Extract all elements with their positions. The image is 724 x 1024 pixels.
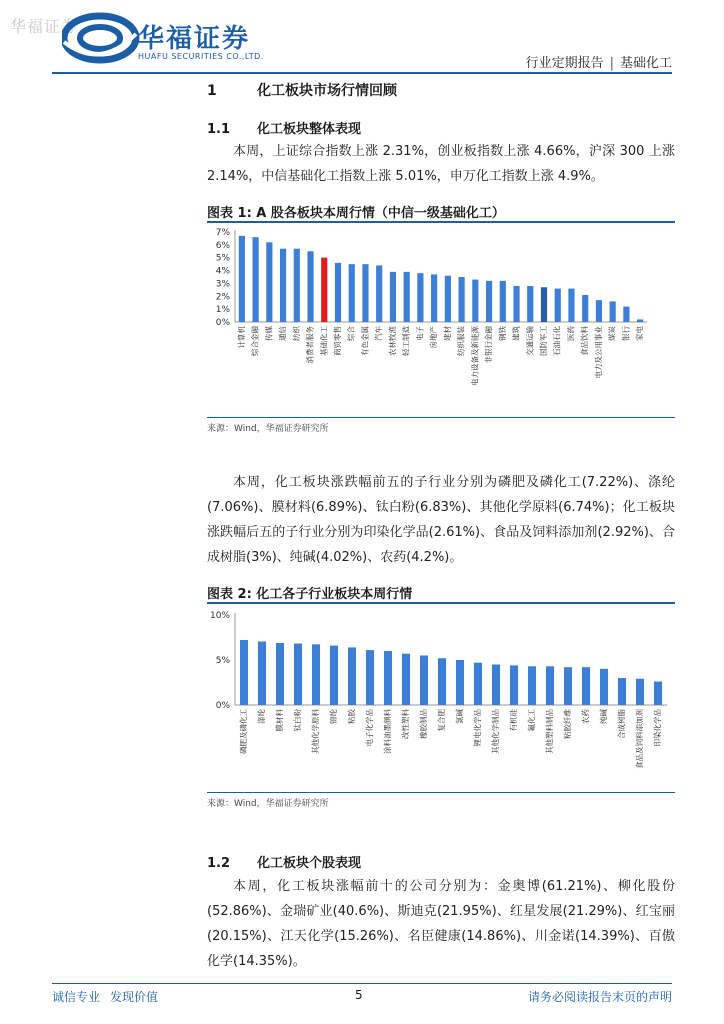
category-label: 锦纶 [329,709,338,724]
figure-2-bottom-rule [207,792,675,793]
section-1-heading [207,80,397,100]
section-number: 1.1 [207,122,231,137]
bar [623,307,629,322]
category-label: 农林牧渔 [387,326,397,356]
category-label: 合成树脂 [617,709,626,739]
category-label: 其他化学原料 [311,709,320,754]
bar [459,277,465,322]
y-tick-label: 5% [215,656,230,666]
y-tick-label: 7% [215,228,230,238]
figure-2-top-rule [207,602,675,604]
category-label: 其他塑料制品 [545,709,554,754]
section-1-1-heading [207,118,361,137]
category-label: 非银行金融 [484,326,494,364]
category-label: 涂料油墨颜料 [383,709,392,754]
category-label: 建筑 [511,326,521,341]
bar [486,281,492,322]
section-number: 1.2 [207,856,231,871]
category-label: 综合金融 [250,326,260,356]
category-label: 纺织服装 [456,326,466,356]
bar [582,667,590,705]
y-tick-label: 6% [215,240,230,251]
figure-1-chart [207,224,675,414]
category-label: 石油石化 [552,326,562,356]
bar [492,665,500,706]
bar [541,287,547,322]
bar [582,295,588,322]
bar [636,679,644,705]
category-label: 房地产 [429,326,439,349]
category-label: 电力及公用事业 [593,326,603,379]
bar [239,236,245,322]
subindustry-paragraph: 本周，化工板块涨跌幅前五的子行业分别为磷肥及磷化工(7.22%)、涤纶(7.06%)、膜材料(6.89%)、钛白粉(6.83%)、其他化学原料(6.74%)；化工板块涨跌幅后五的子行业分别为印染化学品(2.61%)、食品及饲料添加剂(2.92%)、合成树脂(3%)、纯碱(4.02%)、农药(4.2%)。 [207,475,675,565]
bar [546,666,554,705]
y-tick-label: 0% [215,701,230,711]
bar [610,301,616,322]
category-label: 通信 [278,326,288,341]
bar [513,286,519,322]
figure-1-top-rule [207,221,675,223]
y-tick-label: 4% [215,266,230,277]
category-label: 轻工制造 [401,326,411,356]
category-label: 计算机 [236,326,246,349]
bar [472,280,478,322]
bar [307,251,313,322]
category-label: 有机硅 [509,709,518,732]
page-number: 5 [355,988,363,1002]
bar [294,644,302,705]
y-tick-label: 5% [215,253,230,264]
section-title: 化工板块个股表现 [257,856,362,871]
section-title: 化工板块市场行情回顾 [257,83,397,99]
bar [240,640,248,705]
bar [618,678,626,705]
figure-2-title: 图表 2: 化工各子行业板块本周行情 [207,587,413,602]
bar [253,237,259,322]
bar [600,669,608,705]
watermark: 华福证券 [10,17,79,36]
bar [280,249,286,322]
bar [637,319,643,322]
company-name-cn: 华福证券 [138,24,251,54]
footer-motto [52,988,158,1005]
category-label: 电子化学品 [365,709,374,747]
category-label: 医药 [566,326,576,341]
category-label: 消费者服务 [305,326,315,364]
bar [362,264,368,322]
bar [312,644,320,705]
bar [568,289,574,322]
bar [376,265,382,322]
bar [390,272,396,322]
bar [527,286,533,322]
bar [445,276,451,322]
bar [596,300,602,322]
category-label: 国防军工 [539,326,548,356]
category-label: 家电 [635,326,645,341]
category-label: 基础化工 [319,326,329,356]
bar [555,289,561,322]
header-separator: | [609,56,614,71]
category-label: 交通运输 [525,326,535,356]
company-name-en: HUAFU SECURITIES CO.,LTD. [138,52,264,61]
motto-2: 发现价值 [110,990,159,1004]
category-label: 锂电化学品 [473,709,482,747]
bar [402,654,410,705]
section-title: 化工板块整体表现 [257,122,362,137]
bar [528,666,536,705]
figure-2-source: 来源：Wind，华福证券研究所 [207,799,329,809]
category-label: 磷肥及磷化工 [239,709,248,754]
y-tick-label: 0% [215,318,230,328]
category-label: 其他化学制品 [491,709,500,754]
motto-1: 诚信专业 [52,990,101,1004]
bar [417,273,423,322]
top-stocks-paragraph: 本周，化工板块涨幅前十的公司分别为：金奥博(61.21%)、柳化股份(52.86%)、金瑞矿业(40.6%)、斯迪克(21.95%)、红星发展(21.29%)、红宝丽(20.15%)、江天化学(15.26%)、名臣健康(14.86%)、川金诺(14.39%)、百傲化学(14.35%)。 [207,879,675,969]
category-label: 纺织 [291,326,301,341]
bar [404,272,410,322]
category-label: 膜材料 [275,709,284,732]
market-summary-paragraph: 本周，上证综合指数上涨 2.31%，创业板指数上涨 4.66%，沪深 300 上涨 2.14%，中信基础化工指数上涨 5.01%，申万化工指数上涨 4.9%。 [207,144,675,184]
footer-divider [52,983,672,984]
category-label: 商贸零售 [333,326,342,356]
bar [431,274,437,322]
industry-name: 基础化工 [619,56,672,71]
report-type: 行业定期报告 [525,56,604,71]
category-label: 氯碱 [455,709,464,724]
bar [366,650,374,705]
category-label: 电力设备及新能源 [470,326,480,386]
category-label: 印染化学品 [653,709,662,747]
category-label: 建材 [442,326,452,341]
bar [500,281,506,322]
category-label: 钛白粉 [293,709,302,732]
bar [474,663,482,705]
category-label: 改性塑料 [401,709,410,739]
bar [420,656,428,706]
section-1-2-heading [207,852,361,871]
figure-2-chart [207,605,675,790]
category-label: 粘胶 [347,709,356,724]
bar [654,682,662,705]
bar [276,643,284,705]
bar [456,660,464,705]
category-label: 有色金属 [360,326,370,356]
category-label: 橡胶制品 [419,709,428,739]
y-tick-label: 2% [215,292,230,303]
category-label: 食品及饲料添加剂 [635,709,644,769]
bar [348,647,356,705]
bar [335,263,341,322]
header-divider [52,72,672,74]
bar [564,667,572,705]
category-label: 银行 [621,326,631,341]
bar [349,264,355,322]
bar [330,646,338,705]
category-label: 电子 [415,326,425,341]
bar [258,641,266,705]
category-label: 汽车 [374,326,384,341]
category-label: 钢铁 [497,326,507,341]
bar [321,258,327,322]
section-number: 1 [207,83,217,99]
y-tick-label: 10% [209,611,230,621]
category-label: 传媒 [264,326,274,341]
figure-1-title: 图表 1: A 股各板块本周行情（中信一级基础化工） [207,206,505,221]
category-label: 纯碱 [599,709,608,724]
category-label: 复合肥 [437,709,446,732]
y-tick-label: 3% [215,279,230,290]
category-label: 涤纶 [257,709,266,724]
category-label: 农药 [581,709,590,724]
bar [294,249,300,322]
category-label: 煤炭 [607,326,617,341]
bar [384,651,392,705]
report-category [526,52,672,71]
category-label: 粘胶纤维 [563,709,572,739]
bar [438,658,446,705]
footer-disclaimer: 请务必阅读报告末页的声明 [527,990,672,1004]
logo-emblem-icon [62,12,140,64]
bar [510,665,518,705]
figure-1-bottom-rule [207,417,675,418]
bar [266,242,272,322]
category-label: 食品饮料 [580,326,590,356]
category-label: 综合 [346,326,356,341]
figure-1-source: 来源：Wind，华福证券研究所 [207,424,329,434]
y-tick-label: 1% [215,305,230,316]
category-label: 氟化工 [527,709,536,732]
